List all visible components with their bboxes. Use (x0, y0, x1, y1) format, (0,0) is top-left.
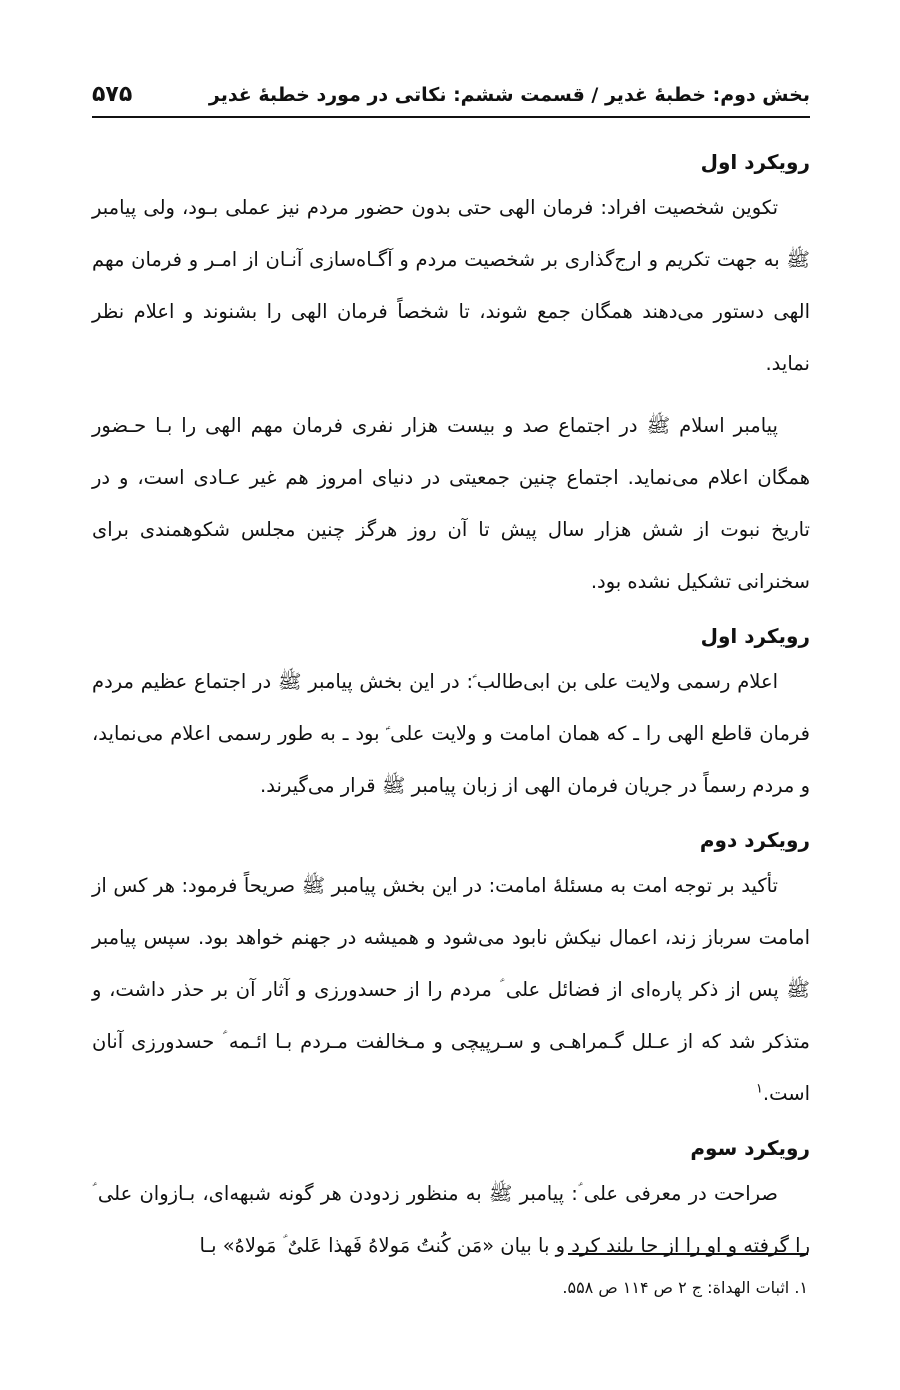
section-heading: رویکرد اول (700, 150, 810, 174)
paragraph: صراحت در معرفی علی ؑ: پیامبر ﷺ به منظور زدودن هر گونه شبهه‌ای، بـازوان علی ؑ را گرفته و او را از جا بلند کرد و با بیان «مَن کُنتُ مَولاهُ فَهذا عَلیٌ ؑ مَولاهُ» بـا (92, 1182, 810, 1257)
paragraph: اعلام رسمی ولایت علی بن ابی‌طالب ؑ: در این بخش پیامبر ﷺ در اجتماع عظیم مردم فرمان قاطع الهی را ـ که همان امامت و ولایت علی ؑ بود ـ به طور رسمی اعلام می‌نماید، و مردم رسماً در جریان فرمان الهی از زبان پیامبر ﷺ قرار می‌گیرند. (92, 670, 810, 797)
running-title: بخش دوم: خطبهٔ غدیر / قسمت ششم: نکاتی در مورد خطبهٔ غدیر (208, 84, 810, 106)
section-heading: رویکرد سوم (690, 1136, 810, 1160)
section-heading: رویکرد دوم (699, 828, 810, 852)
page-body (92, 70, 810, 1272)
section-heading: رویکرد اول (700, 624, 810, 648)
paragraph-text: تأکید بر توجه امت به مسئلهٔ امامت: در این بخش پیامبر ﷺ صریحاً فرمود: هر کس از امامت سرباز زند، اعمال نیکش نابود می‌شود و همیشه در جهنم خواهد بود. سپس پیامبر ﷺ پس از ذکر پاره‌ای از فضائل علی ؑ مردم را از حسدورزی و آثار آن بر حذر داشت، و متذکر شد که از عـلل گـمراهـی و سـرپیچی و مـخالفت مـردم بـا ائـمه ؑ حسدورزی آنان است. (92, 874, 810, 1105)
page-number: ۵۷۵ (92, 82, 133, 107)
paragraph: پیامبر اسلام ﷺ در اجتماع صد و بیست هزار نفری فرمان مهم الهی را بـا حـضور همگان اعلام می‌نماید. اجتماع چنین جمعیتی در دنیای امروز هم غیر عـادی است، و در تاریخ نبوت از شش هزار سال پیش تا آن روز هرگز چنین مجلس شکوهمندی برای سخنرانی تشکیل نشده بود. (92, 414, 810, 593)
paragraph (92, 860, 810, 1120)
footnote: ۱. اثبات الهداة: ج ۲ ص ۱۱۴ ص ۵۵۸. (562, 1278, 808, 1297)
footnote-marker[interactable]: ۱ (755, 1081, 763, 1097)
footnote-divider (568, 1253, 808, 1255)
paragraph: تکوین شخصیت افراد: فرمان الهی حتی بدون حضور مردم نیز عملی بـود، ولی پیامبر ﷺ به جهت تکریم و ارج‌گذاری بر شخصیت مردم و آگـاه‌سازی آنـان از امـر و فرمان مهم الهی دستور می‌دهند همگان جمع شوند، تا شخصاً فرمان الهی را بشنوند و اعلام نظر نماید. (92, 196, 810, 375)
running-head (92, 70, 810, 118)
